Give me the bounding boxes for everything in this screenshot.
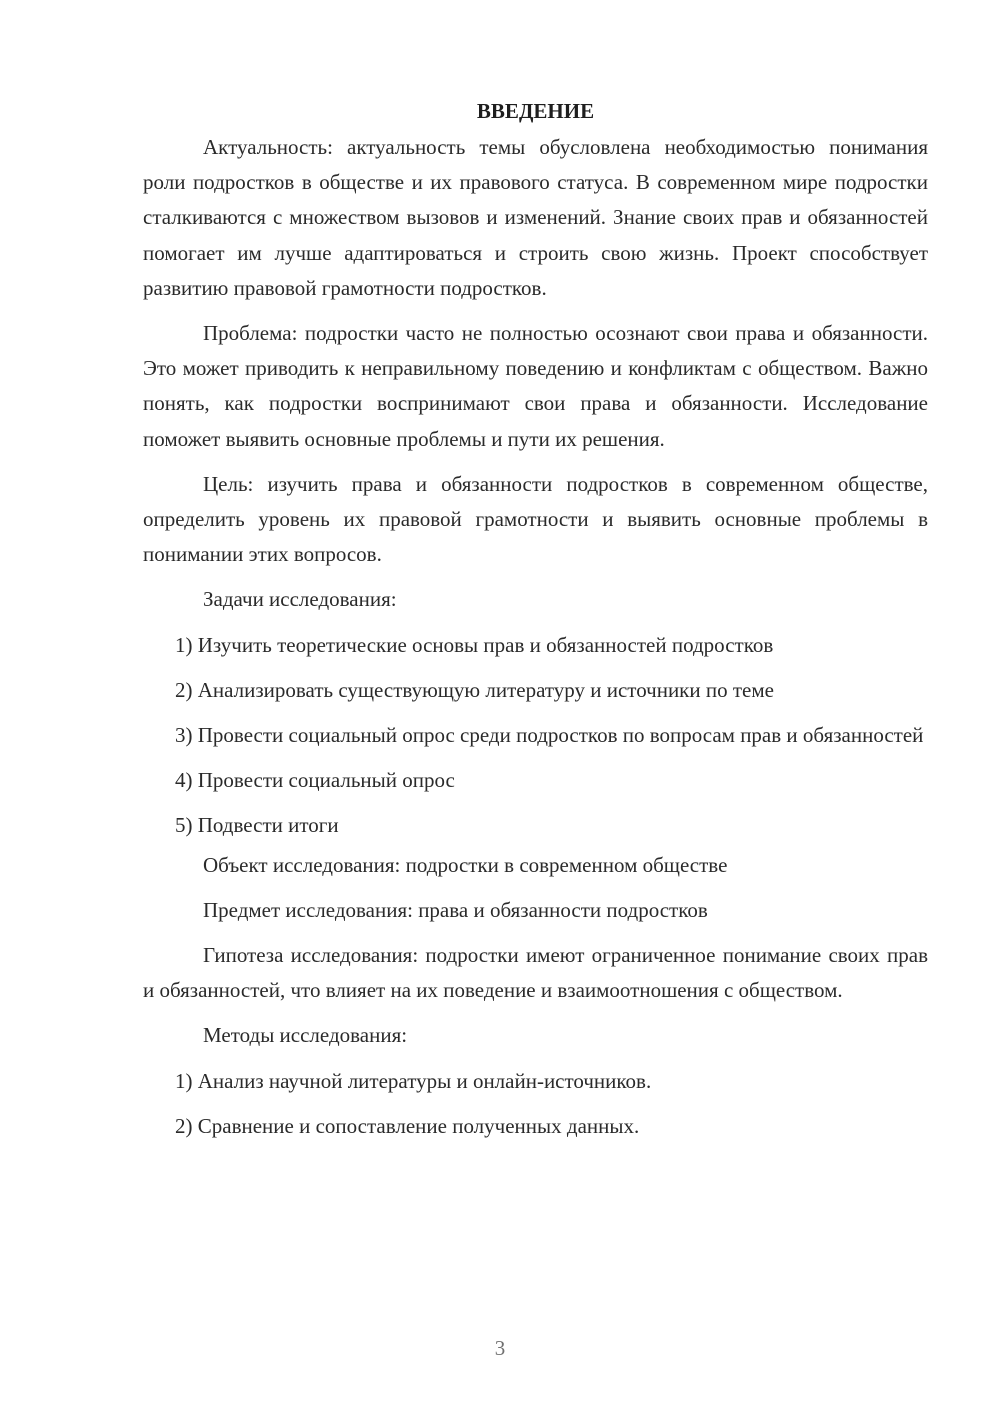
task-item-3: 3) Провести социальный опрос среди подростков по вопросам прав и обязанностей xyxy=(175,723,924,748)
tasks-heading: Задачи исследования: xyxy=(203,587,397,612)
research-subject: Предмет исследования: права и обязанности подростков xyxy=(203,897,708,922)
methods-heading: Методы исследования: xyxy=(203,1023,408,1048)
task-item-1: 1) Изучить теоретические основы прав и обязанностей подростков xyxy=(175,632,774,657)
problem-paragraph: Проблема: подростки часто не полностью осознают свои права и обязанности. Это может приводить к неправильному поведению и конфликтам с обществом. Важно понять, как подростки воспринимают свои права и обязанности. Исследование поможет выявить основные проблемы и пути их решения. xyxy=(143,321,928,451)
section-heading: ВВЕДЕНИЕ xyxy=(476,99,595,123)
page-number: 3 xyxy=(494,1336,506,1360)
method-item-1: 1) Анализ научной литературы и онлайн-источников. xyxy=(175,1068,652,1093)
hypothesis-paragraph: Гипотеза исследования: подростки имеют ограниченное понимание своих прав и обязанностей, что влияет на их поведение и взаимоотношения с обществом. xyxy=(143,943,928,1003)
task-item-4: 4) Провести социальный опрос xyxy=(175,768,455,793)
research-object: Объект исследования: подростки в современном обществе xyxy=(203,852,728,877)
goal-paragraph: Цель: изучить права и обязанности подростков в современном обществе, определить уровень их правовой грамотности и выявить основные проблемы в понимании этих вопросов. xyxy=(143,471,928,567)
document-page xyxy=(143,96,928,1154)
relevance-paragraph: Актуальность: актуальность темы обусловлена необходимостью понимания роли подростков в обществе и их правового статуса. В современном мире подростки сталкиваются с множеством вызовов и изменений. Знание своих прав и обязанностей помогает им лучше адаптироваться и строить свою жизнь. Проект способствует развитию правовой грамотности подростков. xyxy=(143,135,928,300)
task-item-2: 2) Анализировать существующую литературу и источники по теме xyxy=(175,677,774,702)
task-item-5: 5) Подвести итоги xyxy=(175,813,339,838)
method-item-2: 2) Сравнение и сопоставление полученных данных. xyxy=(175,1113,640,1138)
